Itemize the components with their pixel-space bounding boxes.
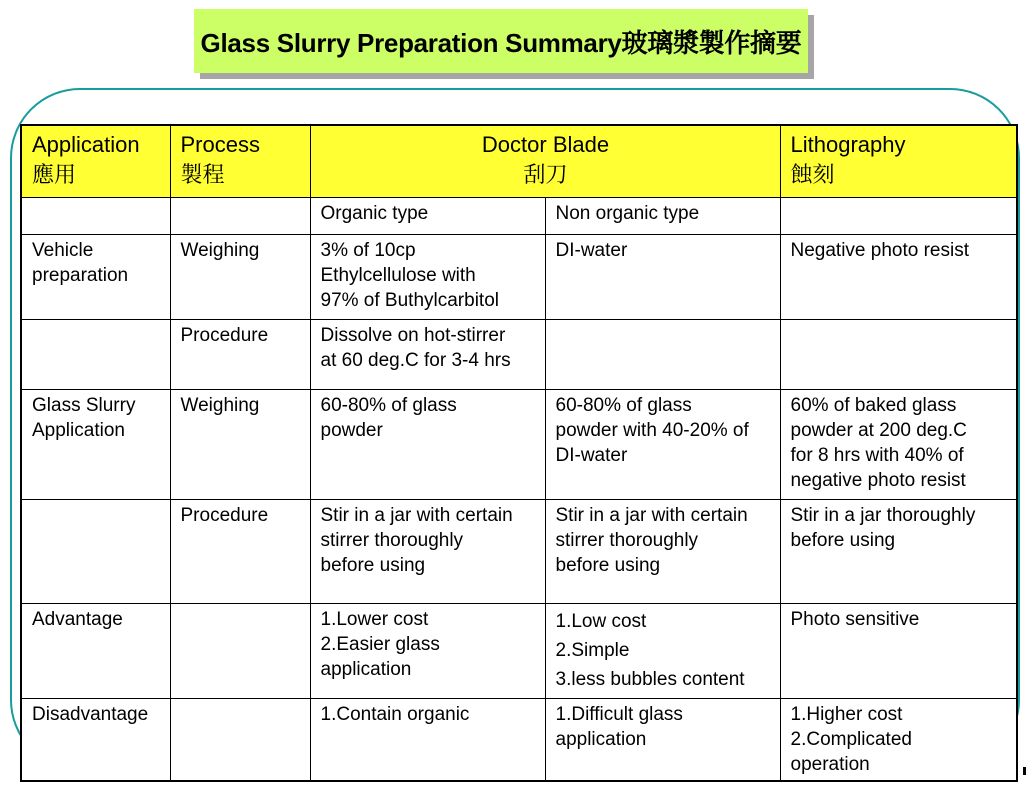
cell-line: 1.Higher cost <box>790 703 903 725</box>
organic-cell: 1.Contain organic <box>310 698 545 781</box>
organic-cell <box>310 234 545 319</box>
cell-line: preparation <box>32 264 129 286</box>
cell-line: Vehicle <box>32 239 94 261</box>
header-application <box>21 125 170 197</box>
cell-line: operation <box>790 753 870 775</box>
cell-line: 1.Difficult glass <box>555 703 683 725</box>
cell-line: 1.Low cost <box>555 610 647 632</box>
cell-line: 2.Simple <box>555 639 630 661</box>
cell-line: 60-80% of glass <box>320 394 457 416</box>
table-cell <box>21 197 170 234</box>
header-process <box>170 125 310 197</box>
table-cell <box>170 197 310 234</box>
cell-line: stirrer thoroughly <box>555 529 699 551</box>
table-cell <box>21 319 170 389</box>
header-lithography <box>780 125 1017 197</box>
process-cell: Procedure <box>170 499 310 603</box>
cell-line: for 8 hrs with 40% of <box>790 444 964 466</box>
header-doctor-blade-en: Doctor Blade <box>481 132 610 157</box>
lithography-cell <box>780 499 1017 603</box>
table-cell <box>170 698 310 781</box>
non-organic-cell <box>545 389 780 499</box>
cell-line: Glass Slurry <box>32 394 136 416</box>
header-row <box>21 125 1017 197</box>
cell-line: Stir in a jar with certain <box>555 504 748 526</box>
subheader-row <box>21 197 1017 234</box>
non-organic-cell: DI-water <box>545 234 780 319</box>
cell-line: at 60 deg.C for 3-4 hrs <box>320 349 511 371</box>
cell-line: powder <box>320 419 383 441</box>
table-cell <box>170 603 310 698</box>
cell-line: 97% of Buthylcarbitol <box>320 289 499 311</box>
lithography-cell <box>780 698 1017 781</box>
header-application-en: Application <box>32 132 140 157</box>
header-lithography-en: Lithography <box>790 132 906 157</box>
non-organic-cell <box>545 698 780 781</box>
organic-cell <box>310 499 545 603</box>
organic-cell <box>310 603 545 698</box>
header-lithography-zh: 蝕刻 <box>790 162 835 187</box>
cell-line: 60% of baked glass <box>790 394 957 416</box>
organic-cell <box>310 389 545 499</box>
table-cell <box>780 197 1017 234</box>
table-cell <box>545 319 780 389</box>
cell-line: powder at 200 deg.C <box>790 419 967 441</box>
cell-line: negative photo resist <box>790 469 966 491</box>
cell-line: 2.Easier glass <box>320 633 440 655</box>
table-row <box>21 603 1017 698</box>
cell-line: 60-80% of glass <box>555 394 692 416</box>
application-cell <box>21 234 170 319</box>
cell-line: powder with 40-20% of <box>555 419 749 441</box>
header-doctor-blade <box>310 125 780 197</box>
cell-line: 3% of 10cp <box>320 239 416 261</box>
cell-line: 1.Lower cost <box>320 608 429 630</box>
page-title-text: Glass Slurry Preparation Summary玻璃漿製作摘要 <box>200 27 802 58</box>
non-organic-cell <box>545 499 780 603</box>
cell-line: before using <box>790 529 896 551</box>
header-process-zh: 製程 <box>180 162 225 187</box>
process-cell: Weighing <box>170 389 310 499</box>
process-cell: Procedure <box>170 319 310 389</box>
lithography-cell: Negative photo resist <box>780 234 1017 319</box>
cell-line: before using <box>320 554 426 576</box>
lithography-cell: Photo sensitive <box>780 603 1017 698</box>
table-row <box>21 319 1017 389</box>
header-application-zh: 應用 <box>32 162 77 187</box>
edge-mark <box>1023 767 1026 775</box>
application-cell: Disadvantage <box>21 698 170 781</box>
table-row <box>21 698 1017 781</box>
application-cell: Advantage <box>21 603 170 698</box>
table-cell <box>780 319 1017 389</box>
table-cell <box>21 499 170 603</box>
header-doctor-blade-zh: 刮刀 <box>523 162 568 187</box>
cell-line: Application <box>32 419 125 441</box>
table-row <box>21 234 1017 319</box>
cell-line: application <box>555 728 647 750</box>
process-cell: Weighing <box>170 234 310 319</box>
organic-cell <box>310 319 545 389</box>
lithography-cell <box>780 389 1017 499</box>
subheader-non-organic: Non organic type <box>545 197 780 234</box>
table-row <box>21 499 1017 603</box>
cell-line: stirrer thoroughly <box>320 529 464 551</box>
summary-table <box>20 124 1018 782</box>
header-process-en: Process <box>180 132 260 157</box>
cell-line: Stir in a jar with certain <box>320 504 513 526</box>
non-organic-cell <box>545 603 780 698</box>
cell-line: application <box>320 658 412 680</box>
cell-line: DI-water <box>555 444 628 466</box>
table-row <box>21 389 1017 499</box>
cell-line: 3.less bubbles content <box>555 668 745 690</box>
application-cell <box>21 389 170 499</box>
page-title <box>194 9 808 73</box>
cell-line: before using <box>555 554 661 576</box>
cell-line: Stir in a jar thoroughly <box>790 504 976 526</box>
cell-line: 2.Complicated <box>790 728 912 750</box>
subheader-organic: Organic type <box>310 197 545 234</box>
cell-line: Dissolve on hot-stirrer <box>320 324 506 346</box>
cell-line: Ethylcellulose with <box>320 264 476 286</box>
